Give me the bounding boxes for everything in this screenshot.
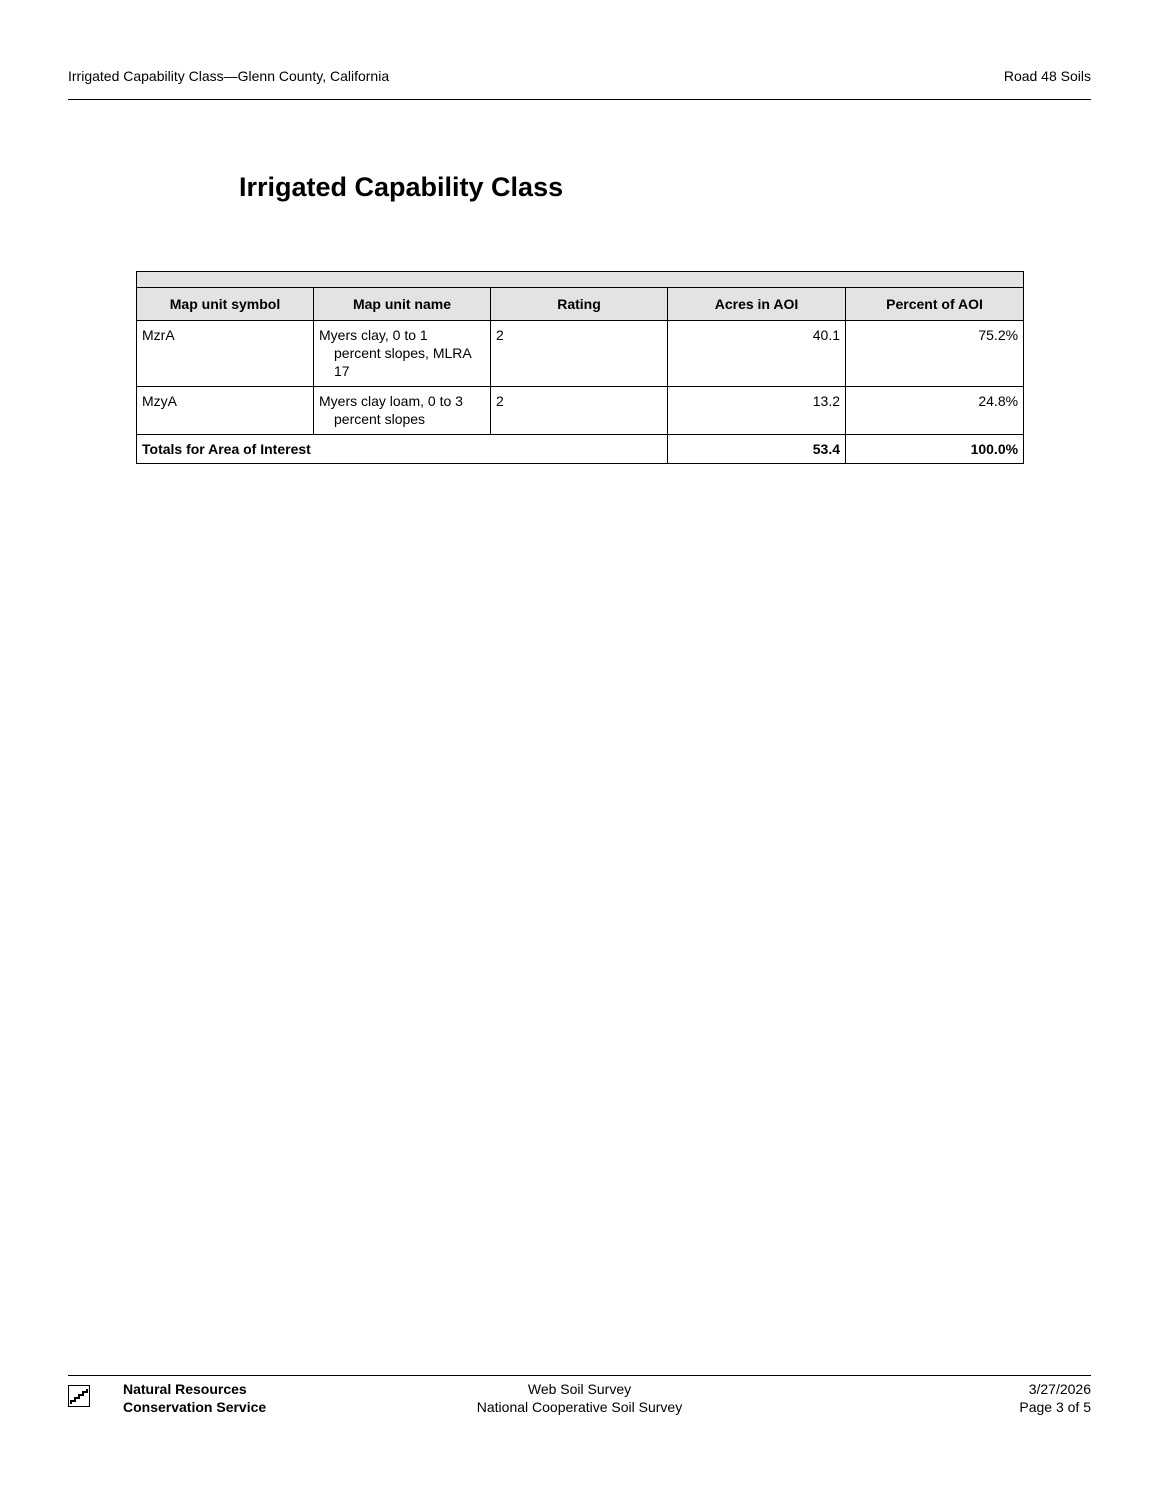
table-row [137, 387, 1024, 435]
table-top-band [137, 272, 1024, 288]
cell-symbol: MzyA [137, 387, 314, 435]
cell-name-first-line: Myers clay, 0 to 1 [319, 327, 428, 343]
footer-meta [1019, 1380, 1091, 1416]
cell-name [314, 321, 491, 387]
capability-table [136, 271, 1024, 464]
footer-date: 3/27/2026 [1028, 1381, 1091, 1397]
cell-name-continuation: percent slopes [334, 411, 426, 427]
footer-survey-line1: Web Soil Survey [527, 1381, 632, 1397]
cell-name-first-line: Myers clay loam, 0 to 3 [319, 393, 463, 409]
cell-acres: 40.1 [668, 321, 846, 387]
page-header [68, 66, 1091, 100]
cell-symbol: MzrA [137, 321, 314, 387]
page-footer [68, 1375, 1091, 1415]
footer-survey [68, 1380, 1091, 1416]
table-header-row [137, 288, 1024, 321]
footer-org-line2: Conservation Service [123, 1399, 267, 1415]
cell-rating: 2 [491, 321, 668, 387]
header-project-name: Road 48 Soils [1003, 68, 1091, 84]
cell-rating: 2 [491, 387, 668, 435]
footer-page-number: Page 3 of 5 [1019, 1399, 1091, 1415]
footer-survey-line2: National Cooperative Soil Survey [476, 1399, 683, 1415]
totals-percent: 100.0% [846, 435, 1024, 464]
table-row [137, 321, 1024, 387]
footer-org-line1: Natural Resources [123, 1381, 247, 1397]
page-title: Irrigated Capability Class [239, 172, 564, 202]
column-header-percent: Percent of AOI [846, 288, 1024, 321]
cell-acres: 13.2 [668, 387, 846, 435]
cell-name-continuation: percent slopes, MLRA 17 [334, 345, 471, 379]
totals-label: Totals for Area of Interest [137, 435, 668, 464]
column-header-name: Map unit name [314, 288, 491, 321]
totals-row [137, 435, 1024, 464]
column-header-rating: Rating [491, 288, 668, 321]
cell-percent: 24.8% [846, 387, 1024, 435]
column-header-symbol: Map unit symbol [137, 288, 314, 321]
cell-name [314, 387, 491, 435]
column-header-acres: Acres in AOI [668, 288, 846, 321]
cell-percent: 75.2% [846, 321, 1024, 387]
totals-acres: 53.4 [668, 435, 846, 464]
header-report-title: Irrigated Capability Class—Glenn County, California [68, 68, 390, 84]
